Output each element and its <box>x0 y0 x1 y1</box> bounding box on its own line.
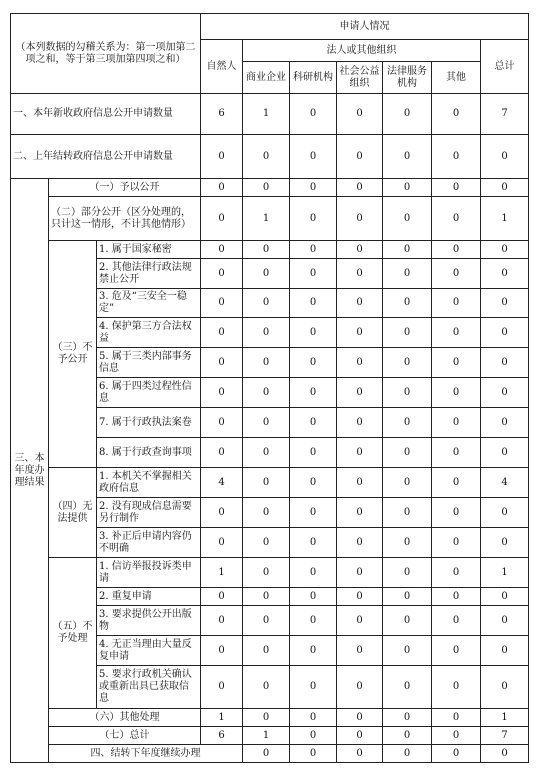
cell-research: 0 <box>290 468 337 498</box>
row-label: （二）部分公开（区分处理的，只计这一情形，不计其他情形） <box>49 197 201 241</box>
header-research: 科研机构 <box>290 62 337 94</box>
cell-other: 0 <box>432 289 481 318</box>
cell-other: 0 <box>432 378 481 408</box>
cell-natural: 0 <box>201 438 243 468</box>
cell-social: 0 <box>337 709 383 727</box>
cell-natural: 0 <box>201 318 243 348</box>
header-note: （本列数据的勾稽关系为：第一项加第二项之和，等于第三项加第四项之和） <box>11 14 201 94</box>
cell-total: 0 <box>481 438 529 468</box>
cell-other: 0 <box>432 588 481 606</box>
cell-commercial: 0 <box>243 709 290 727</box>
cell-natural: 0 <box>201 528 243 558</box>
table-row <box>11 241 529 259</box>
cell-social: 0 <box>337 135 383 179</box>
cell-social: 0 <box>337 666 383 709</box>
cell-research: 0 <box>290 727 337 745</box>
header-other: 其他 <box>432 62 481 94</box>
cell-research: 0 <box>290 438 337 468</box>
header-total: 总计 <box>481 40 529 94</box>
cell-research: 0 <box>290 318 337 348</box>
row-label: 3. 危及“三安全一稳定” <box>97 289 201 318</box>
row-label: （一）予以公开 <box>49 179 201 197</box>
cell-other: 0 <box>432 179 481 197</box>
cell-natural: 0 <box>201 378 243 408</box>
cell-social: 0 <box>337 636 383 666</box>
cell-social: 0 <box>337 468 383 498</box>
cell-total: 0 <box>481 289 529 318</box>
cell-legal-service: 0 <box>383 588 432 606</box>
cell-commercial: 0 <box>243 241 290 259</box>
cell-legal-service: 0 <box>383 528 432 558</box>
cell-research: 0 <box>290 241 337 259</box>
cell-legal-service: 0 <box>383 378 432 408</box>
row-label: 1. 本机关不掌握相关政府信息 <box>97 468 201 498</box>
cell-social: 0 <box>337 378 383 408</box>
cell-natural: 4 <box>201 468 243 498</box>
cell-research: 0 <box>290 666 337 709</box>
cell-total: 0 <box>481 588 529 606</box>
cell-legal-service: 0 <box>383 259 432 289</box>
group-three-label: （三）不予公开 <box>49 241 97 468</box>
cell-legal-service: 0 <box>383 636 432 666</box>
cell-other: 0 <box>432 94 481 135</box>
cell-total: 0 <box>481 348 529 378</box>
cell-total: 0 <box>481 636 529 666</box>
cell-natural: 0 <box>201 179 243 197</box>
cell-other: 0 <box>432 438 481 468</box>
report-table-wrapper <box>10 13 529 763</box>
cell-legal-service: 0 <box>383 289 432 318</box>
cell-other: 0 <box>432 528 481 558</box>
cell-other: 0 <box>432 241 481 259</box>
cell-total: 7 <box>481 94 529 135</box>
cell-commercial: 0 <box>290 745 337 763</box>
table-row <box>11 135 529 179</box>
cell-total: 0 <box>481 408 529 438</box>
cell-legal-service: 0 <box>383 348 432 378</box>
cell-total: 0 <box>481 606 529 636</box>
table-row <box>11 727 529 745</box>
cell-social: 0 <box>337 498 383 528</box>
cell-natural: 1 <box>201 709 243 727</box>
cell-other: 0 <box>432 135 481 179</box>
cell-social: 0 <box>337 197 383 241</box>
header-applicant: 申请人情况 <box>201 14 529 40</box>
cell-commercial: 0 <box>243 636 290 666</box>
row-label: 3. 要求提供公开出版物 <box>97 606 201 636</box>
cell-social: 0 <box>337 348 383 378</box>
cell-research: 0 <box>290 528 337 558</box>
cell-other: 0 <box>432 468 481 498</box>
header-legal-group: 法人或其他组织 <box>243 40 481 62</box>
cell-natural: 6 <box>201 727 243 745</box>
cell-social: 0 <box>337 588 383 606</box>
cell-total: 0 <box>481 378 529 408</box>
cell-other: 0 <box>432 709 481 727</box>
row-label: （七）总计 <box>49 727 201 745</box>
cell-research: 0 <box>290 94 337 135</box>
cell-legal-service: 0 <box>383 179 432 197</box>
row-label: 1. 信访举报投诉类申请 <box>97 558 201 588</box>
disclosure-statistics-table <box>10 13 529 763</box>
cell-legal-service: 0 <box>383 468 432 498</box>
cell-commercial: 1 <box>243 727 290 745</box>
cell-legal-service: 0 <box>432 745 481 763</box>
cell-natural: 0 <box>243 745 290 763</box>
cell-natural: 0 <box>201 348 243 378</box>
cell-total: 1 <box>481 558 529 588</box>
cell-legal-service: 0 <box>383 318 432 348</box>
cell-other: 0 <box>432 666 481 709</box>
cell-commercial: 0 <box>243 498 290 528</box>
cell-other: 0 <box>432 259 481 289</box>
cell-legal-service: 0 <box>383 727 432 745</box>
cell-research: 0 <box>290 259 337 289</box>
cell-research: 0 <box>290 378 337 408</box>
cell-total: 0 <box>481 135 529 179</box>
cell-other: 0 <box>432 408 481 438</box>
group-four-label: （四）无法提供 <box>49 468 97 558</box>
cell-commercial: 0 <box>243 408 290 438</box>
cell-total: 7 <box>481 727 529 745</box>
header-social: 社会公益组织 <box>337 62 383 94</box>
cell-commercial: 0 <box>243 558 290 588</box>
row-label: 8. 属于行政查询事项 <box>97 438 201 468</box>
cell-natural: 0 <box>201 498 243 528</box>
cell-natural: 1 <box>201 558 243 588</box>
table-row <box>11 468 529 498</box>
cell-social: 0 <box>337 606 383 636</box>
cell-natural: 0 <box>201 197 243 241</box>
row-label: 6. 属于四类过程性信息 <box>97 378 201 408</box>
row-label: 5. 要求行政机关确认或重新出具已获取信息 <box>97 666 201 709</box>
cell-commercial: 1 <box>243 197 290 241</box>
cell-social: 0 <box>337 727 383 745</box>
table-row <box>11 179 529 197</box>
cell-research: 0 <box>290 197 337 241</box>
cell-other: 0 <box>432 348 481 378</box>
cell-total: 0 <box>481 259 529 289</box>
cell-social: 0 <box>337 528 383 558</box>
cell-commercial: 0 <box>243 666 290 709</box>
row-label: 2. 重复申请 <box>97 588 201 606</box>
cell-natural: 0 <box>201 289 243 318</box>
cell-social: 0 <box>383 745 432 763</box>
header-natural-person: 自然人 <box>201 40 243 94</box>
cell-natural: 0 <box>201 135 243 179</box>
cell-research: 0 <box>290 179 337 197</box>
header-legal-service: 法律服务机构 <box>383 62 432 94</box>
row-label: 4. 无正当理由大量反复申请 <box>97 636 201 666</box>
row-label: 四、结转下年度继续办理 <box>49 745 243 763</box>
cell-social: 0 <box>337 558 383 588</box>
cell-other: 0 <box>432 636 481 666</box>
table-row <box>11 558 529 588</box>
cell-research: 0 <box>290 135 337 179</box>
row-label: 1. 属于国家秘密 <box>97 241 201 259</box>
section-three-label: 三、本年度办理结果 <box>11 179 49 763</box>
cell-total: 0 <box>481 179 529 197</box>
cell-commercial: 0 <box>243 528 290 558</box>
cell-commercial: 0 <box>243 438 290 468</box>
cell-natural: 0 <box>201 606 243 636</box>
cell-legal-service: 0 <box>383 558 432 588</box>
row-label: 7. 属于行政执法案卷 <box>97 408 201 438</box>
row-label: 2. 没有现成信息需要另行制作 <box>97 498 201 528</box>
cell-research: 0 <box>290 348 337 378</box>
table-row <box>11 197 529 241</box>
cell-natural: 0 <box>201 636 243 666</box>
cell-social: 0 <box>337 179 383 197</box>
cell-natural: 0 <box>201 241 243 259</box>
cell-social: 0 <box>337 241 383 259</box>
cell-natural: 0 <box>201 588 243 606</box>
cell-social: 0 <box>337 318 383 348</box>
cell-legal-service: 0 <box>383 197 432 241</box>
cell-commercial: 0 <box>243 588 290 606</box>
cell-total: 1 <box>481 709 529 727</box>
cell-other: 0 <box>432 606 481 636</box>
cell-commercial: 0 <box>243 259 290 289</box>
cell-commercial: 0 <box>243 135 290 179</box>
cell-research: 0 <box>337 745 383 763</box>
row-label: （六）其他处理 <box>49 709 201 727</box>
cell-legal-service: 0 <box>383 666 432 709</box>
cell-total: 0 <box>481 241 529 259</box>
cell-legal-service: 0 <box>383 606 432 636</box>
cell-legal-service: 0 <box>383 94 432 135</box>
cell-total: 0 <box>481 498 529 528</box>
row-label: 4. 保护第三方合法权益 <box>97 318 201 348</box>
cell-research: 0 <box>290 606 337 636</box>
cell-legal-service: 0 <box>383 498 432 528</box>
cell-commercial: 0 <box>243 318 290 348</box>
row-label: 一、本年新收政府信息公开申请数量 <box>11 94 201 135</box>
cell-social: 0 <box>337 289 383 318</box>
cell-commercial: 0 <box>243 179 290 197</box>
row-label: 二、上年结转政府信息公开申请数量 <box>11 135 201 179</box>
cell-commercial: 0 <box>243 348 290 378</box>
cell-other: 0 <box>481 745 529 763</box>
cell-commercial: 0 <box>243 606 290 636</box>
cell-other: 0 <box>432 197 481 241</box>
table-row <box>11 709 529 727</box>
cell-other: 0 <box>432 318 481 348</box>
cell-legal-service: 0 <box>383 438 432 468</box>
cell-commercial: 1 <box>243 94 290 135</box>
cell-social: 0 <box>337 94 383 135</box>
cell-research: 0 <box>290 408 337 438</box>
cell-research: 0 <box>290 289 337 318</box>
cell-commercial: 0 <box>243 378 290 408</box>
cell-social: 0 <box>337 438 383 468</box>
cell-legal-service: 0 <box>383 408 432 438</box>
cell-other: 0 <box>432 498 481 528</box>
table-row <box>11 745 529 763</box>
cell-social: 0 <box>337 259 383 289</box>
cell-research: 0 <box>290 588 337 606</box>
cell-legal-service: 0 <box>383 241 432 259</box>
cell-research: 0 <box>290 498 337 528</box>
header-commercial: 商业企业 <box>243 62 290 94</box>
cell-commercial: 0 <box>243 468 290 498</box>
cell-total: 0 <box>481 318 529 348</box>
cell-legal-service: 0 <box>383 709 432 727</box>
group-five-label: （五）不予处理 <box>49 558 97 709</box>
cell-natural: 0 <box>201 666 243 709</box>
table-row <box>11 94 529 135</box>
cell-legal-service: 0 <box>383 135 432 179</box>
cell-social: 0 <box>337 408 383 438</box>
cell-natural: 6 <box>201 94 243 135</box>
cell-other: 0 <box>432 558 481 588</box>
cell-research: 0 <box>290 636 337 666</box>
cell-total: 0 <box>481 528 529 558</box>
cell-natural: 0 <box>201 408 243 438</box>
row-label: 3. 补正后申请内容仍不明确 <box>97 528 201 558</box>
cell-total: 1 <box>481 197 529 241</box>
cell-research: 0 <box>290 558 337 588</box>
cell-total: 4 <box>481 468 529 498</box>
row-label: 2. 其他法律行政法规禁止公开 <box>97 259 201 289</box>
cell-commercial: 0 <box>243 289 290 318</box>
cell-natural: 0 <box>201 259 243 289</box>
cell-research: 0 <box>290 709 337 727</box>
cell-other: 0 <box>432 727 481 745</box>
cell-total: 0 <box>481 666 529 709</box>
row-label: 5. 属于三类内部事务信息 <box>97 348 201 378</box>
